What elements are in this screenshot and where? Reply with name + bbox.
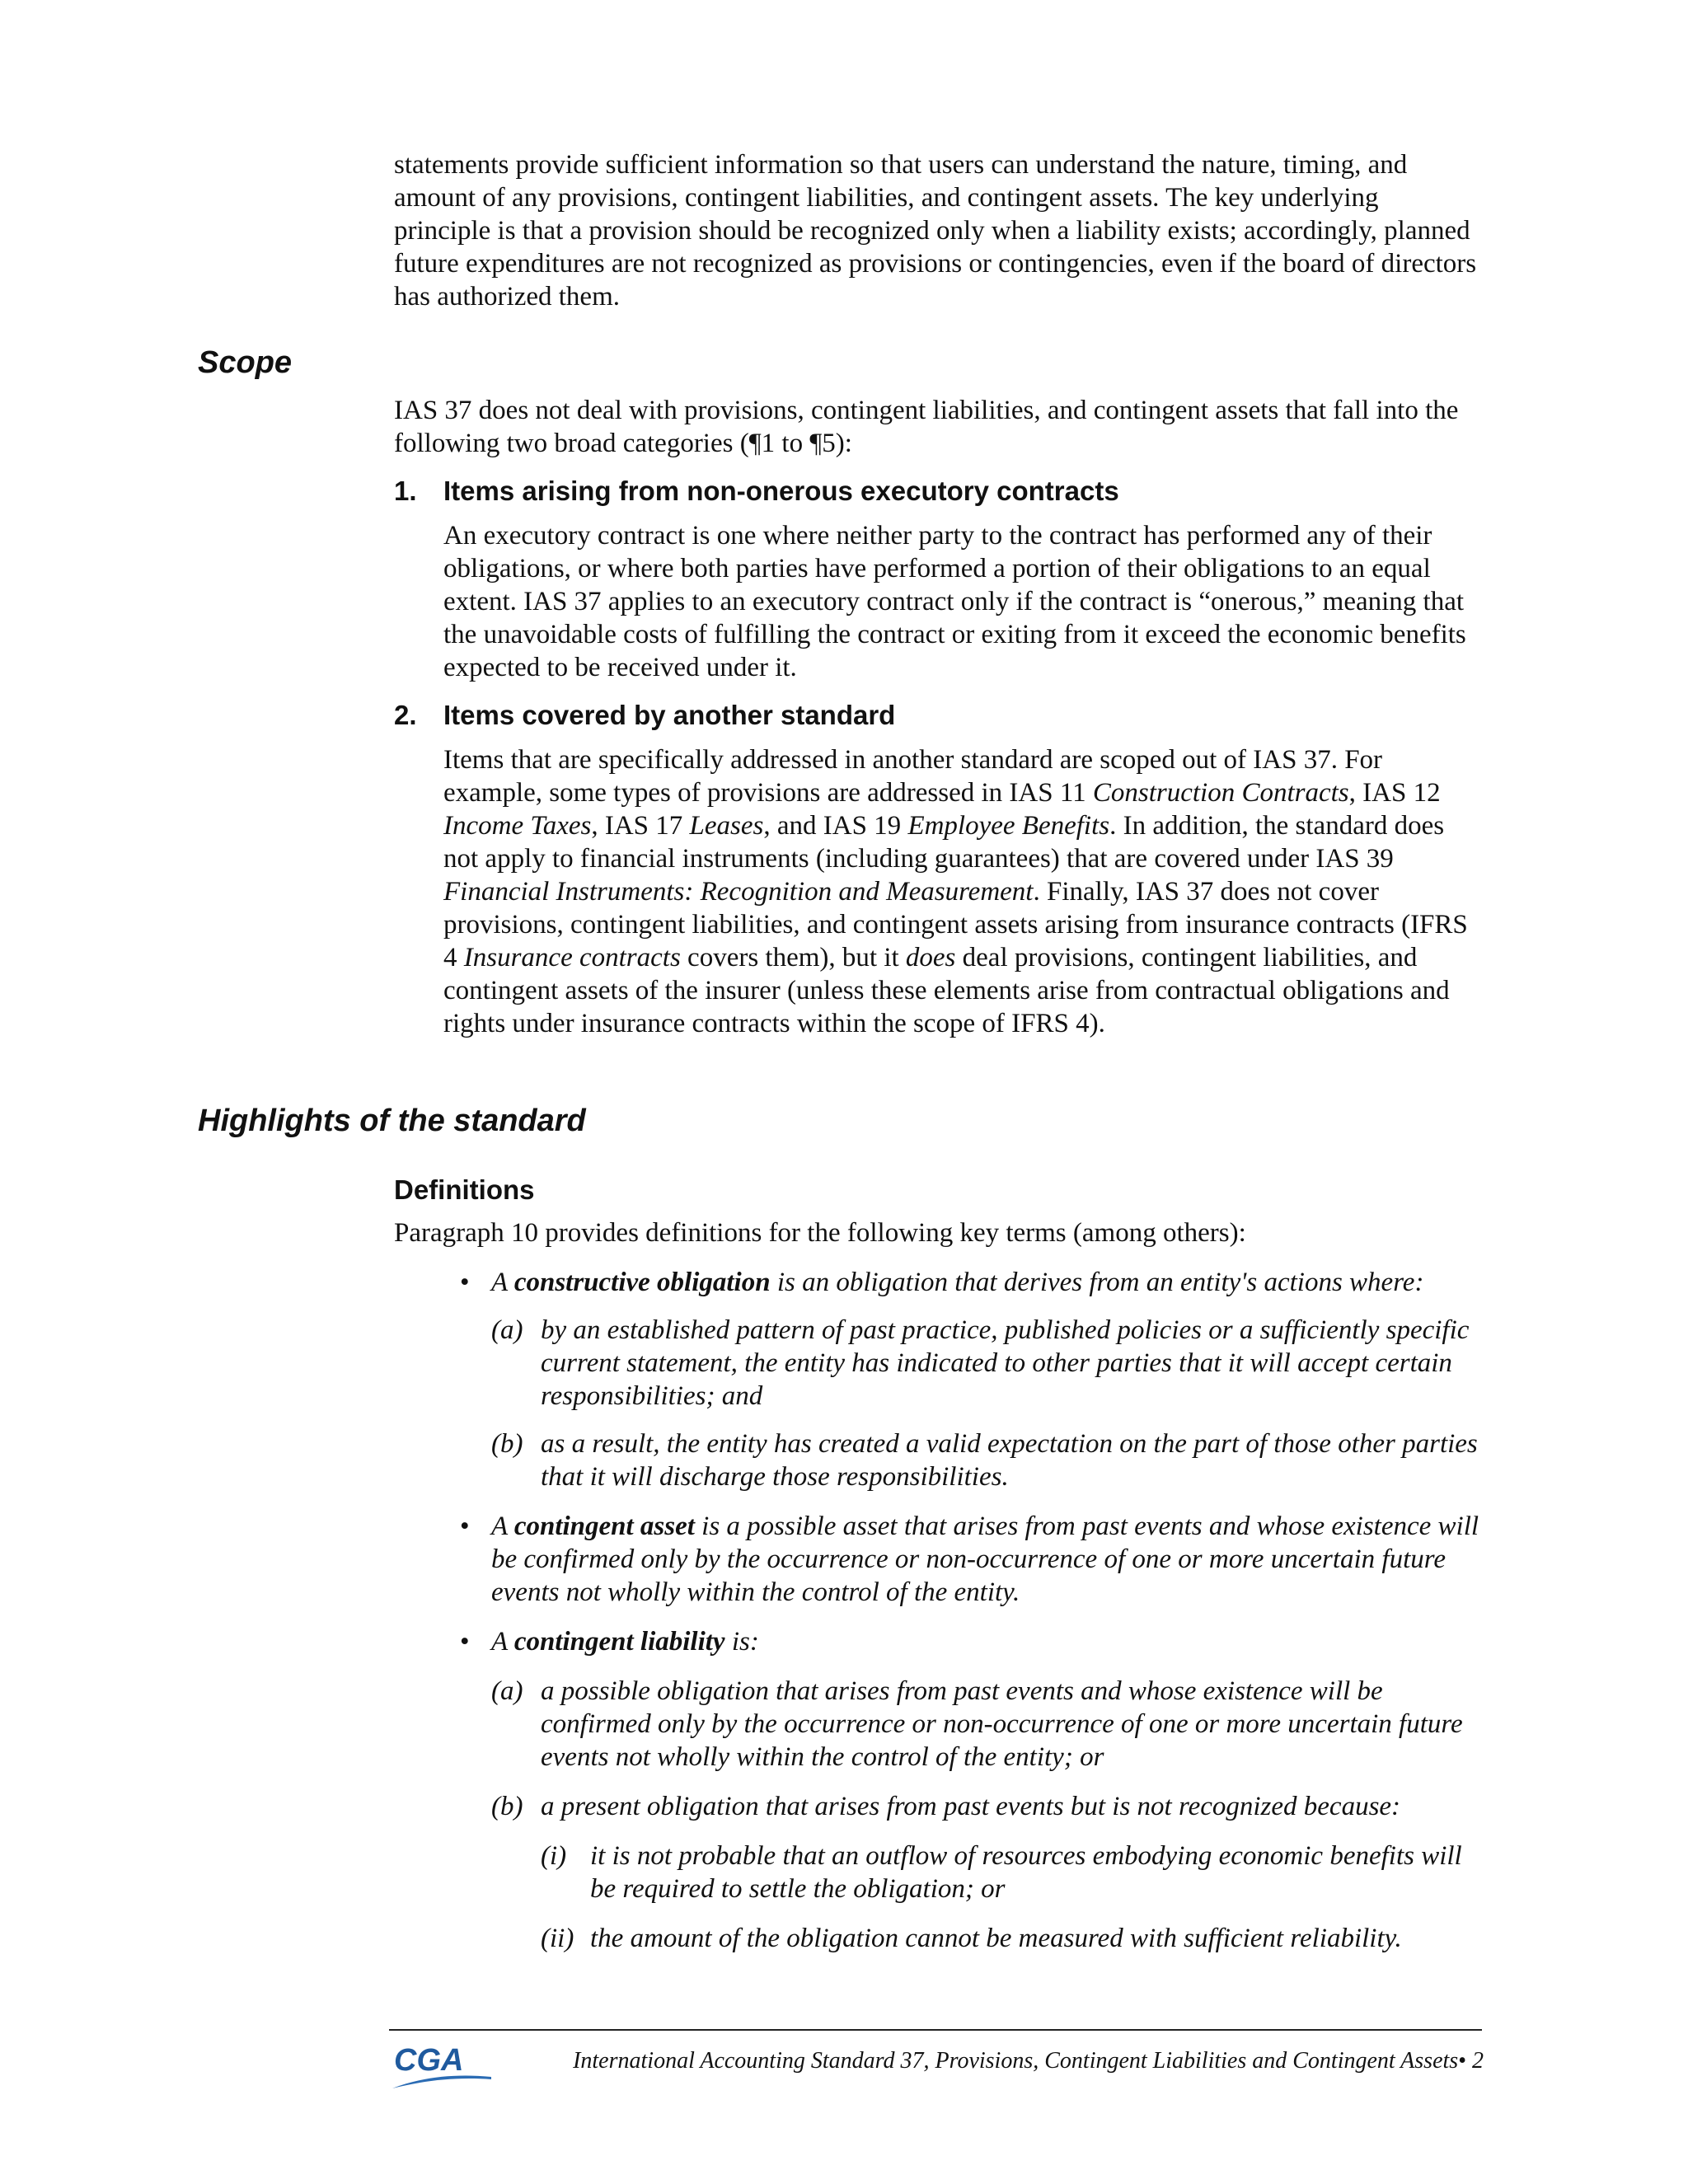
constructive-sub-b: (b) as a result, the entity has created a valid expectation on the part of those other parties that it will discharge those responsibilities. [491, 1429, 1478, 1492]
scope-item-2-body: Items that are specifically addressed in another standard are scoped out of IAS 37. For example, some types of provisions are addressed in IAS 11 Construction Contracts, IAS 12 Income Taxes, IAS 17 Leases, and IAS 19 Employee Benefits. In addition, the standard does not apply to financial instruments (including guarantees) that are covered under IAS 39 Financial Instruments: Recognition and Measurement. Finally, IAS 37 does not cover provisions, contingent liabilities, and contingent assets arising from insurance contracts (IFRS 4 Insurance contracts covers them), but it does deal provisions, contingent liabilities, and contingent assets of the insurer (unless these elements arise from contractual obligations and rights under insurance contracts within the scope of IFRS 4). [443, 745, 1468, 1038]
footer-caption [573, 2047, 1484, 2075]
scope-intro: IAS 37 does not deal with provisions, contingent liabilities, and contingent assets that fall into the following two broad categories (¶1 to ¶5): [394, 396, 1459, 458]
scope-item-1-number: 1. [394, 476, 417, 506]
scope-item-1 [394, 475, 1482, 684]
scope-item-2-title: Items covered by another standard [443, 700, 896, 730]
intro-paragraph: statements provide sufficient information so that users can understand the nature, timing, and amount of any provisions, contingent liabilities, and contingent assets. The key underlying principle is that a provision should be recognized only when a liability exists; accordingly, planned future expenditures are not recognized as provisions or contingencies, even if the board of directors has authorized them. [394, 150, 1477, 312]
highlights-heading: Highlights of the standard [198, 1104, 586, 1138]
scope-item-2-number: 2. [394, 700, 417, 730]
definition-contingent-asset: • A contingent asset is a possible asset that arises from past events and whose existence will be confirmed only by the occurrence or non-occurrence of one or more uncertain future events not wholly within the control of the entity. [394, 1510, 1482, 1609]
scope-heading: Scope [198, 345, 293, 380]
liability-sub-b: (b) a present obligation that arises from past events but is not recognized because: [491, 1792, 1401, 1821]
liability-sub-a: (a) a possible obligation that arises from past events and whose existence will be confirmed only by the occurrence or non-occurrence of one or more uncertain future events not wholly within the control of the entity; or [491, 1676, 1463, 1772]
liability-sub-b-i: (i) it is not probable that an outflow of resources embodying economic benefits will be required to settle the obligation; or [541, 1841, 1462, 1904]
footer-rule [389, 2029, 1482, 2031]
footer-bullet: • [1458, 2048, 1466, 2074]
cga-logo-lettering: CGA [394, 2043, 464, 2078]
scope-item-1-body: An executory contract is one where neither party to the contract has performed any of their obligations, or where both parties have performed a portion of their obligations to an equal extent. IAS 37 applies to an executory contract only if the contract is “onerous,” meaning that the unavoidable costs of fulfilling the contract or exiting from it exceed the economic benefits expected to be received under it. [443, 521, 1466, 682]
definitions-intro: Paragraph 10 provides definitions for the following key terms (among others): [394, 1218, 1246, 1248]
scope-item-2 [394, 699, 1482, 1040]
definitions-list [394, 1266, 1482, 1955]
scope-item-1-title: Items arising from non-onerous executory contracts [443, 476, 1119, 506]
scope-item-2-heading [394, 699, 1482, 732]
definition-contingent-liability: • A contingent liability is: (a) a possible obligation that arises from past events and whose existence will be confirmed only by the occurrence or non-occurrence of one or more uncertain future events not wholly within the control of the entity; or (b) a present obligation that arises from past events but is not recognized because: (i) it is not probable that an outflow of resources embodying economic benefits will be required to settle the obligation; or (ii) the amount of the obligation cannot be measured with sufficient reliability. [394, 1625, 1482, 1955]
scope-item-1-heading [394, 475, 1482, 508]
scope-section [394, 394, 1482, 1040]
page-number: 2 [1472, 2048, 1484, 2074]
cga-logo [389, 2041, 493, 2092]
footer-title: International Accounting Standard 37, Provisions, Contingent Liabilities and Contingent Assets [573, 2048, 1459, 2074]
definition-constructive-obligation: • A constructive obligation is an obligation that derives from an entity's actions where: (a) by an established pattern of past practice, published policies or a sufficiently specific current statement, the entity has indicated to other parties that it will accept certain responsibilities; and (b) as a result, the entity has created a valid expectation on the part of those other parties that it will discharge those responsibilities. [394, 1266, 1482, 1493]
constructive-sub-a: (a) by an established pattern of past practice, published policies or a sufficiently specific current statement, the entity has indicated to other parties that it will accept certain responsibilities; and [491, 1315, 1470, 1411]
liability-sub-b-ii: (ii) the amount of the obligation cannot be measured with sufficient reliability. [541, 1924, 1402, 1953]
definitions-heading: Definitions [394, 1174, 535, 1205]
highlights-section [394, 1174, 1482, 1955]
